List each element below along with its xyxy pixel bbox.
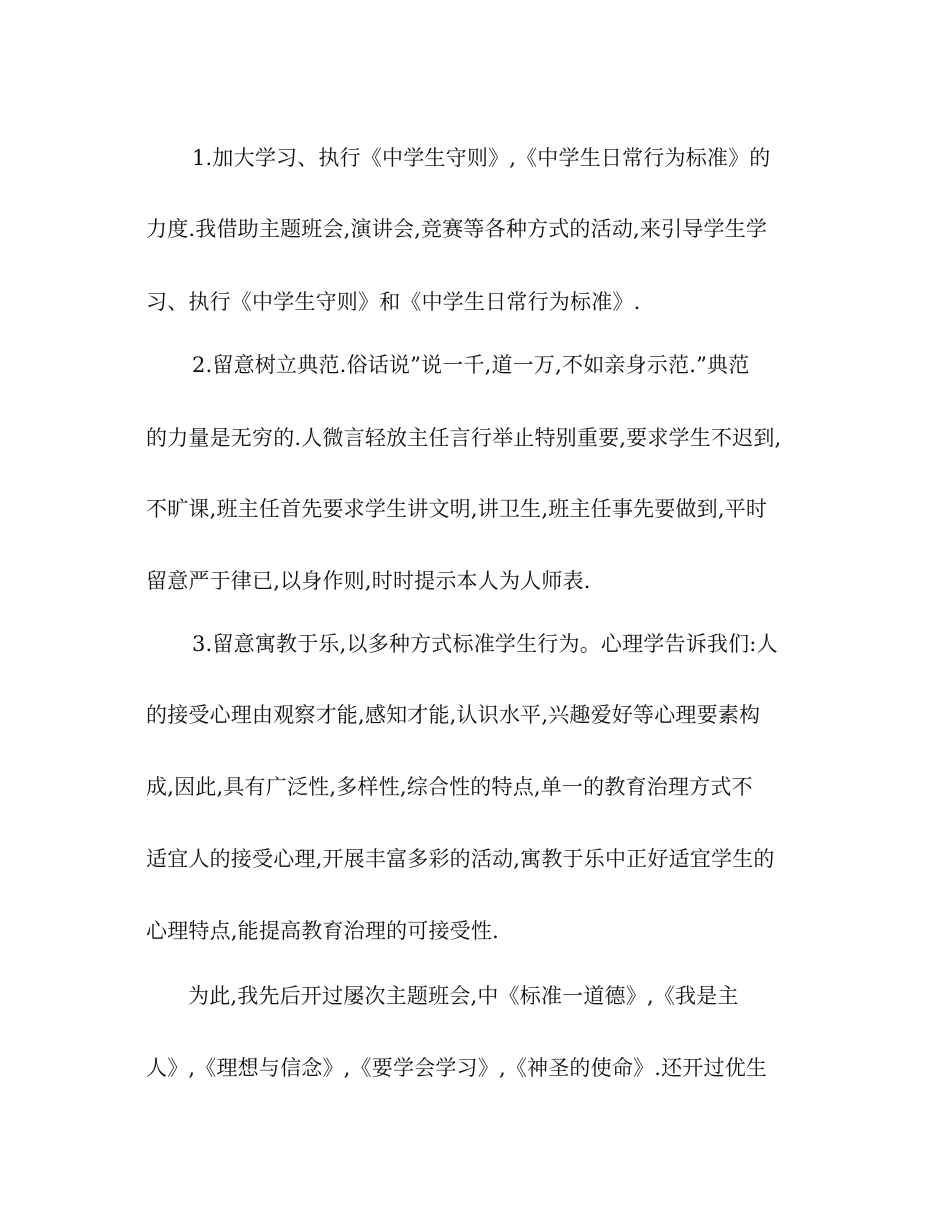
paragraph-3-line-1: 3.留意寓教于乐,以多种方式标准学生行为。心理学告诉我们:人 [192,632,778,656]
paragraph-2-line-3: 不旷课,班主任首先要求学生讲文明,讲卫生,班主任事先要做到,平时 [146,497,768,521]
paragraph-1-line-2: 力度.我借助主题班会,演讲会,竞赛等各种方式的活动,来引导学生学 [146,217,768,241]
paragraph-1-line-3: 习、执行《中学生守则》和《中学生日常行为标准》. [146,290,641,314]
paragraph-2-line-2: 的力量是无穷的.人微言轻放主任言行举止特别重要,要求学生不迟到, [146,426,782,450]
paragraph-3-line-2: 的接受心理由观察才能,感知才能,认识水平,兴趣爱好等心理要素构 [146,703,761,727]
paragraph-2-line-1: 2.留意树立典范.俗话说”说一千,道一万,不如亲身示范.”典范 [192,353,750,377]
paragraph-3-line-3: 成,因此,具有广泛性,多样性,综合性的特点,单一的教育治理方式不 [146,775,753,799]
paragraph-2-line-4: 留意严于律已,以身作则,时时提示本人为人师表. [146,569,591,593]
paragraph-1-line-1: 1.加大学习、执行《中学生守则》,《中学生日常行为标准》的 [192,146,771,170]
paragraph-3-line-5: 心理特点,能提高教育治理的可接受性. [146,919,499,943]
paragraph-4-line-2: 人》,《理想与信念》,《要学会学习》,《神圣的使命》.还开过优生 [146,1056,768,1080]
paragraph-4-line-1: 为此,我先后开过屡次主题班会,中《标准一道德》,《我是主 [188,984,739,1008]
paragraph-3-line-4: 适宜人的接受心理,开展丰富多彩的活动,寓教于乐中正好适宜学生的 [146,847,775,871]
